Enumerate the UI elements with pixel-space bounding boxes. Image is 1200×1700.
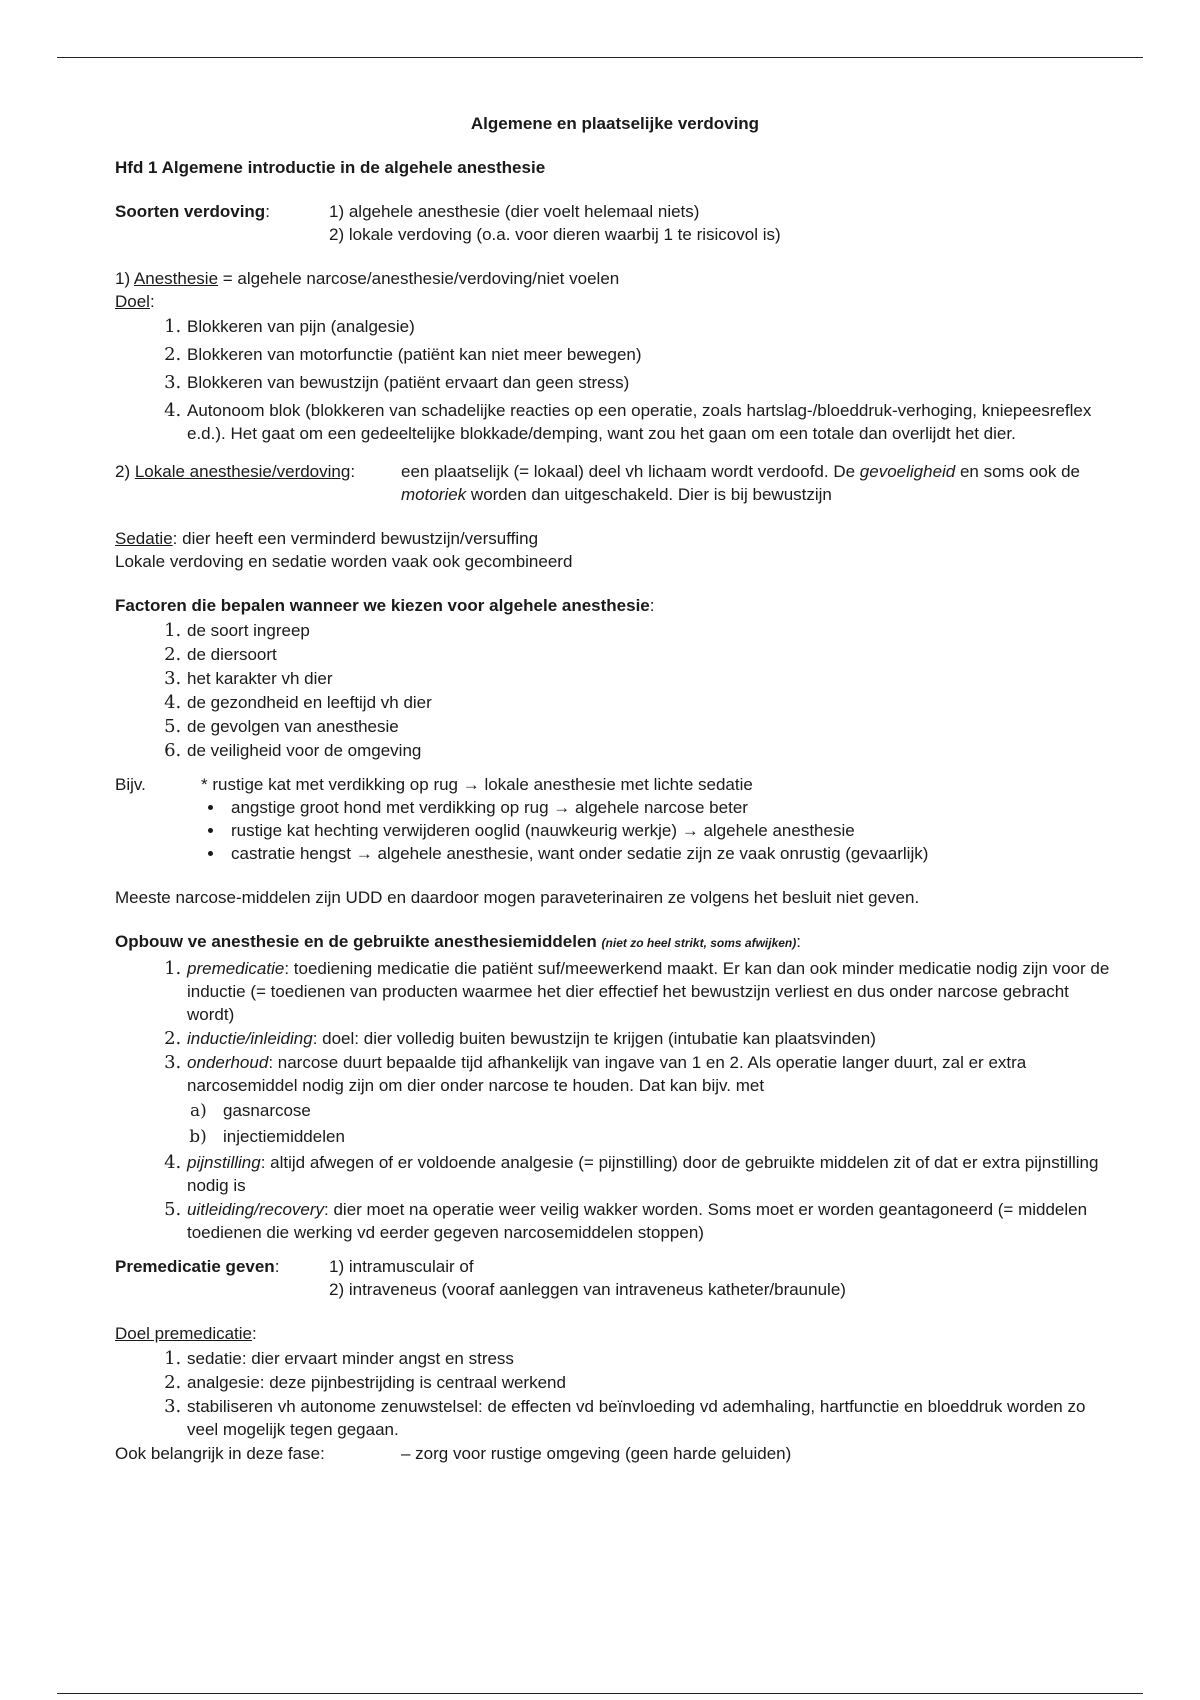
anesthesie-term: Anesthesie [133, 269, 219, 288]
voorbeelden-list [115, 796, 1115, 865]
doel-premedicatie-label-line: Doel premedicatie: [115, 1324, 257, 1343]
list-item: 5. uitleiding/recovery: dier moet na operatie weer veilig wakker worden. Soms moet er worden geantagoneerd (= middelen toedienen die werking vd eerder gegeven narcosemiddelen stoppen) [187, 1198, 1115, 1244]
lokaal-prefix: 2) [115, 462, 135, 481]
list-item: 2. Blokkeren van motorfunctie (patiënt kan niet meer bewegen) [187, 343, 1115, 366]
soorten-item-1: 1) algehele anesthesie (dier voelt helemaal niets) [329, 202, 700, 221]
list-item: 3. Blokkeren van bewustzijn (patiënt ervaart dan geen stress) [187, 371, 1115, 394]
sedatie-text: : dier heeft een verminderd bewustzijn/versuffing [172, 529, 539, 548]
ook-belangrijk-text: – zorg voor rustige omgeving (geen harde geluiden) [401, 1444, 792, 1463]
lokaal-description: een plaatselijk (= lokaal) deel vh lichaam wordt verdoofd. De gevoeligheid en soms ook de motoriek worden dan uitgeschakeld. Dier is bij bewustzijn [401, 462, 1080, 504]
doel-colon: : [149, 292, 155, 311]
doel-label-line [115, 290, 1115, 313]
doel-list [115, 315, 1115, 445]
document-title: Algemene en plaatselijke verdoving [470, 114, 760, 133]
list-item: 3. stabiliseren vh autonome zenuwstelsel: de effecten vd beïnvloeding vd ademhaling, hartfunctie en bloeddruk worden zo veel mogelijk tegen gegaan. [187, 1395, 1115, 1441]
list-item: 3. het karakter vh dier [187, 667, 1115, 690]
sedatie-definition [115, 527, 1115, 550]
list-item: 1. sedatie: dier ervaart minder angst en stress [187, 1347, 1115, 1370]
list-item: 6. de veiligheid voor de omgeving [187, 739, 1115, 762]
voorbeelden-label: Bijv. [115, 775, 146, 794]
opbouw-heading: Opbouw ve anesthesie en de gebruikte anesthesiemiddelen (niet zo heel strikt, soms afwijken): [115, 932, 801, 951]
factoren-list [115, 619, 1115, 762]
soorten-item-2: 2) lokale verdoving (o.a. voor dieren waarbij 1 te risicovol is) [329, 225, 781, 244]
list-item: a. gasnarcose [223, 1099, 1115, 1122]
lokaal-colon: : [350, 462, 356, 481]
list-item: 2. de diersoort [187, 643, 1115, 666]
premedicatie-geven-item-2: 2) intraveneus (vooraf aanleggen van intraveneus katheter/braunule) [329, 1280, 846, 1299]
chapter-heading: Hfd 1 Algemene introductie in de algehele anesthesie [115, 158, 546, 177]
premedicatie-geven: Premedicatie geven: 1) intramusculair of 2) intraveneus (vooraf aanleggen van intraveneus katheter/braunule) [115, 1257, 846, 1299]
sedatie-note: Lokale verdoving en sedatie worden vaak ook gecombineerd [115, 552, 573, 571]
anesthesie-definition [115, 267, 1115, 290]
list-item: 2. analgesie: deze pijnbestrijding is centraal werkend [187, 1371, 1115, 1394]
list-item: • castratie hengst → algehele anesthesie, want onder sedatie zijn ze vaak onrustig (gevaarlijk) [225, 842, 1115, 865]
list-item: b. injectiemiddelen [223, 1125, 1115, 1148]
ook-belangrijk [115, 1442, 1115, 1465]
bottom-rule [57, 1693, 1143, 1694]
voorbeelden [115, 773, 1115, 796]
list-item: 2. inductie/inleiding: doel: dier volledig buiten bewustzijn te krijgen (intubatie kan plaatsvinden) [187, 1027, 1115, 1050]
list-item: 5. de gevolgen van anesthesie [187, 715, 1115, 738]
list-item: 1. premedicatie: toediening medicatie die patiënt suf/meewerkend maakt. Er kan dan ook minder medicatie nodig zijn voor de inductie (= toedienen van producten waarmee het dier effectief het bewustzijn verliest en dus onder narcose gebracht wordt) [187, 957, 1115, 1026]
lokaal-term: Lokale anesthesie/verdoving [134, 462, 351, 481]
soorten-verdoving [115, 200, 1115, 246]
doel-premedicatie-list [115, 1347, 1115, 1441]
soorten-colon: : [265, 202, 270, 221]
udd-note: Meeste narcose-middelen zijn UDD en daardoor mogen paraveterinairen ze volgens het besluit niet geven. [115, 888, 920, 907]
list-item: 3. onderhoud: narcose duurt bepaalde tijd afhankelijk van ingave van 1 en 2. Als operatie langer duurt, zal er extra narcosemiddel nodig zijn om dier onder narcose te houden. Dat kan bijv. met a. gasnarcose b. injectiemiddelen [187, 1051, 1115, 1148]
list-item: 4. pijnstilling: altijd afwegen of er voldoende analgesie (= pijnstilling) door de gebruikte middelen zit of dat er extra pijnstilling nodig is [187, 1151, 1115, 1197]
top-rule [57, 57, 1143, 58]
list-item: • angstige groot hond met verdikking op rug → algehele narcose beter [225, 796, 1115, 819]
list-item: • rustige kat hechting verwijderen ooglid (nauwkeurig werkje) → algehele anesthesie [225, 819, 1115, 842]
lokale-anesthesie [115, 460, 1115, 506]
voorbeelden-first: * rustige kat met verdikking op rug → lokale anesthesie met lichte sedatie [201, 775, 753, 794]
sedatie-term: Sedatie [115, 529, 173, 548]
ook-belangrijk-label: Ook belangrijk in deze fase: [115, 1444, 325, 1463]
list-item: 1. Blokkeren van pijn (analgesie) [187, 315, 1115, 338]
premedicatie-geven-label: Premedicatie geven [115, 1257, 275, 1276]
premedicatie-geven-item-1: 1) intramusculair of [329, 1257, 474, 1276]
doel-label: Doel [115, 292, 150, 311]
onderhoud-sublist [187, 1099, 1115, 1148]
list-item: 1. de soort ingreep [187, 619, 1115, 642]
opbouw-list [115, 957, 1115, 1244]
factoren-heading: Factoren die bepalen wanneer we kiezen voor algehele anesthesie: [115, 596, 655, 615]
list-item: 4. de gezondheid en leeftijd vh dier [187, 691, 1115, 714]
anesthesie-text: = algehele narcose/anesthesie/verdoving/niet voelen [218, 269, 620, 288]
document-page [115, 112, 1115, 1465]
soorten-label: Soorten verdoving [115, 202, 266, 221]
anesthesie-prefix: 1) [115, 269, 134, 288]
list-item: 4. Autonoom blok (blokkeren van schadelijke reacties op een operatie, zoals hartslag-/bloeddruk-verhoging, kniepeesreflex e.d.). Het gaat om een gedeeltelijke blokkade/demping, want zou het gaan om een totale dan overlijdt het dier. [187, 399, 1115, 445]
